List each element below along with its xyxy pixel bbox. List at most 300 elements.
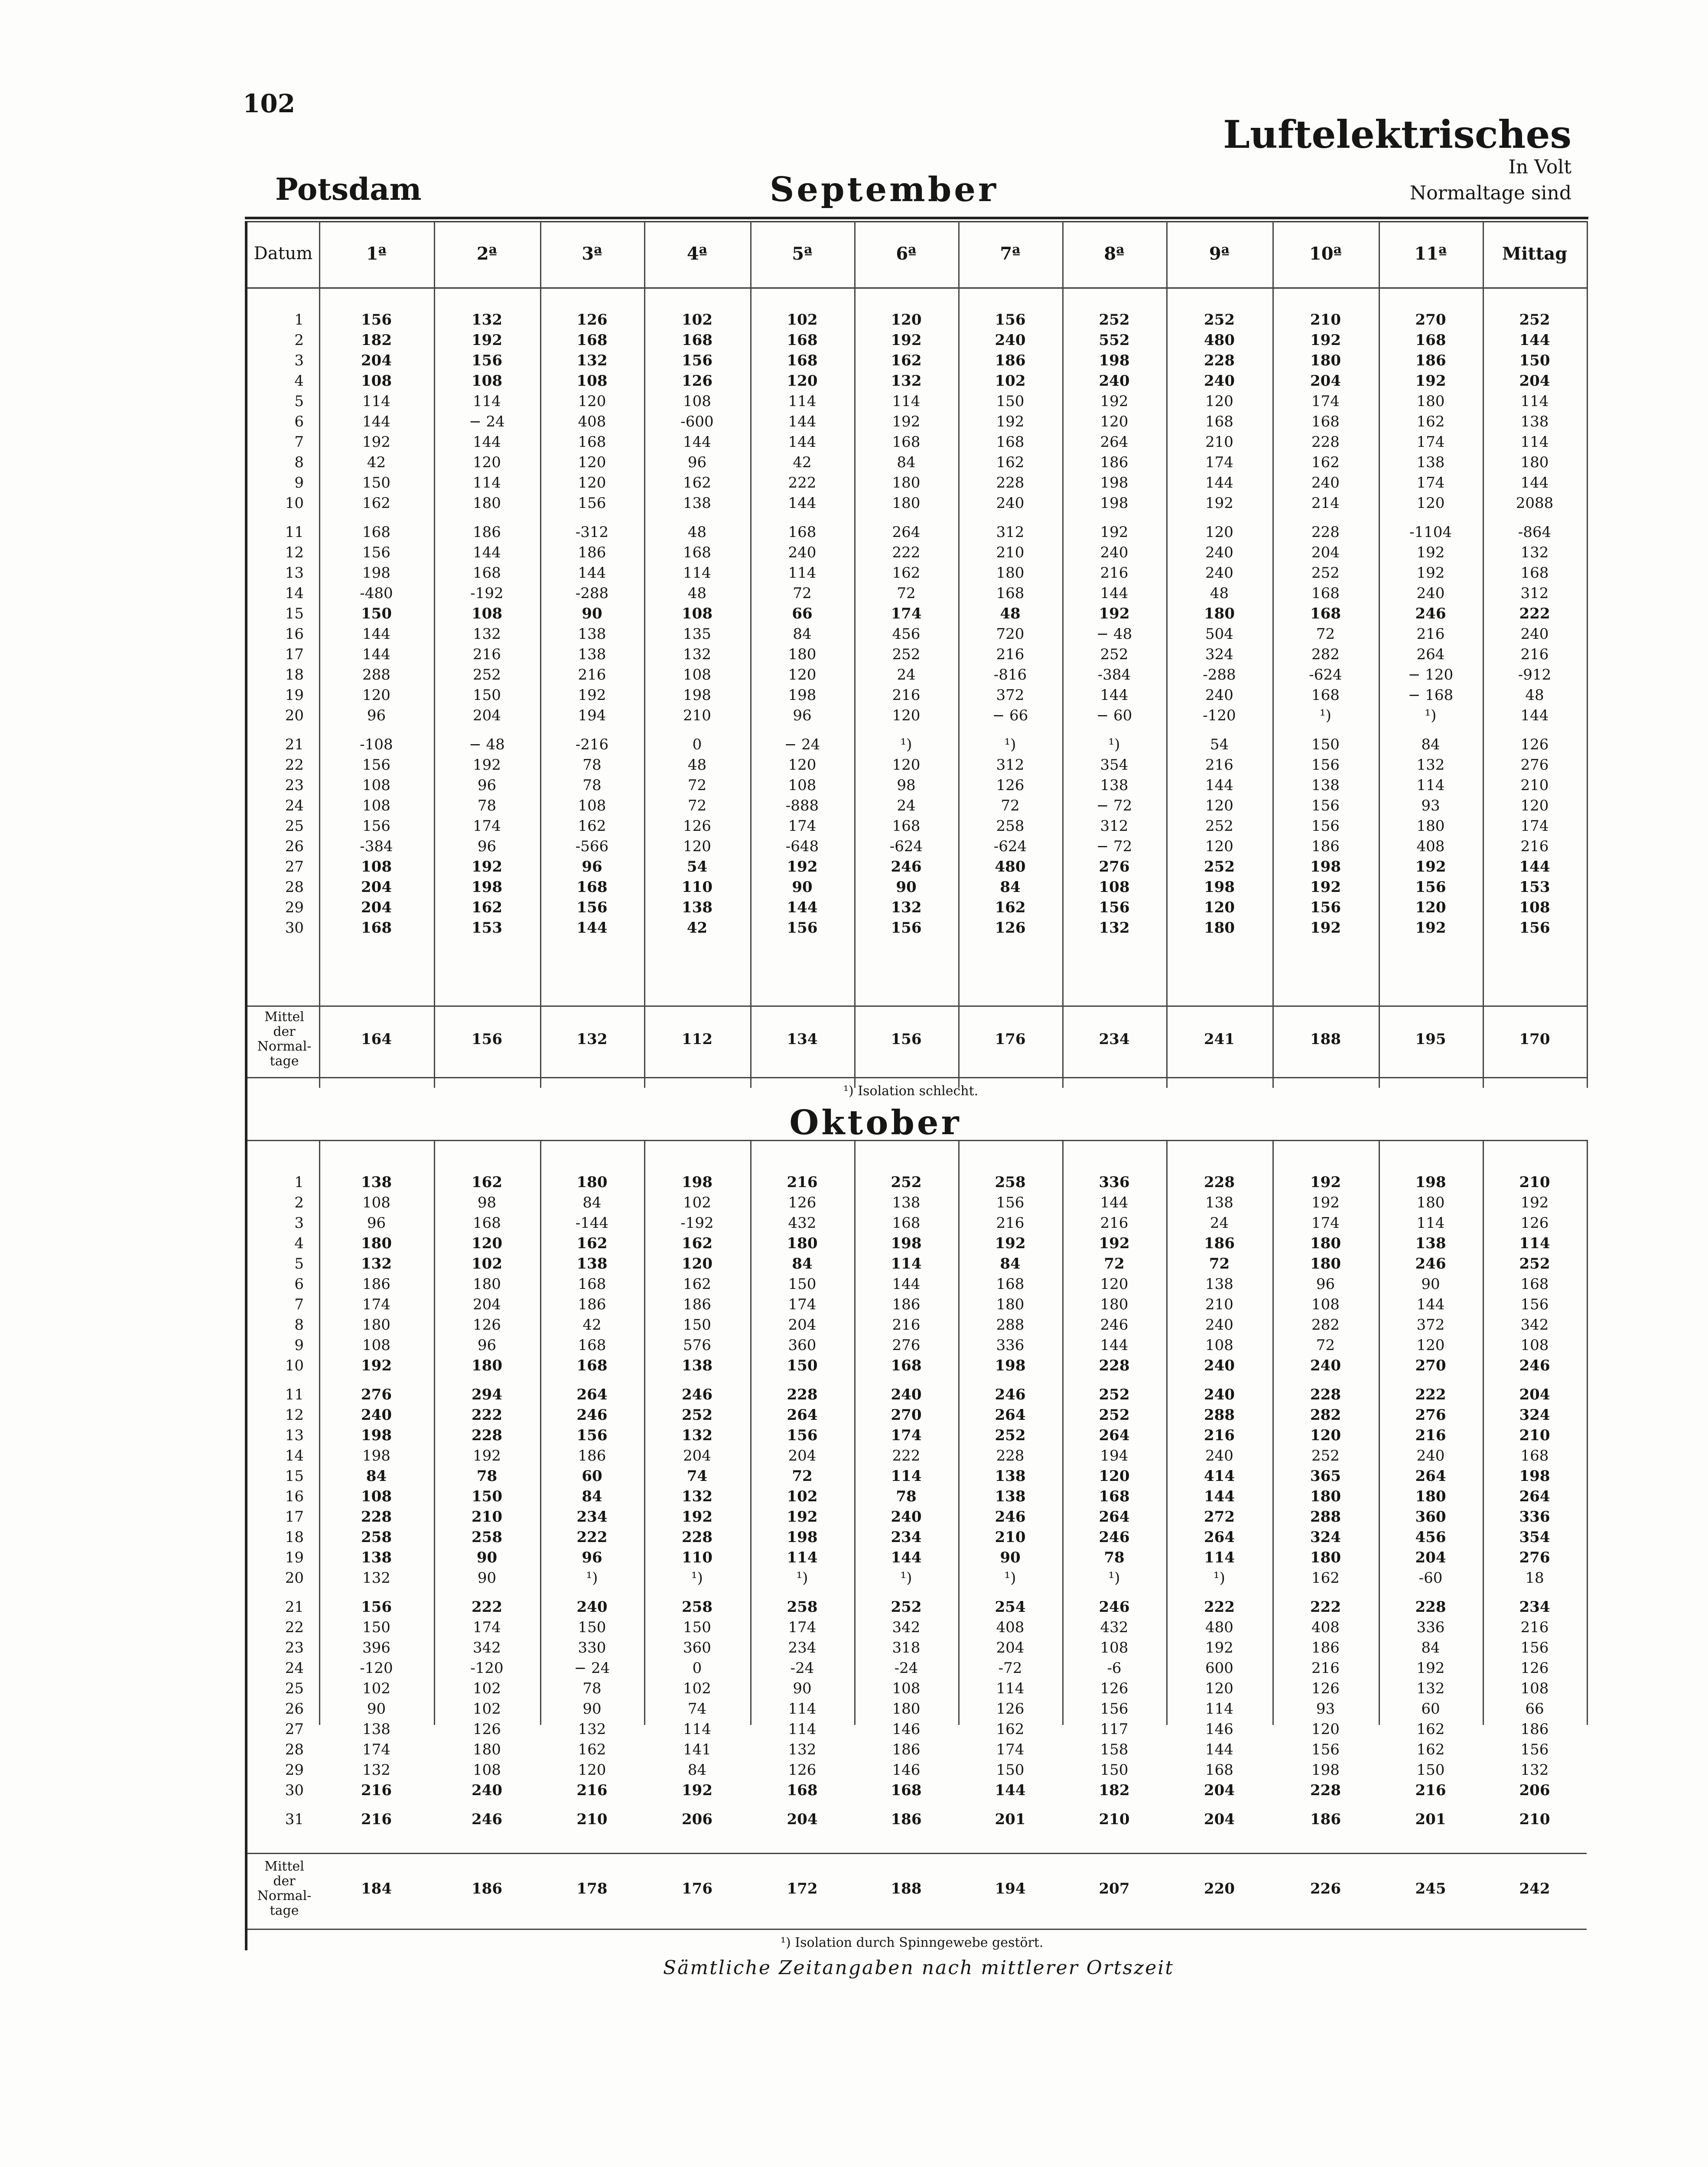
- table-cell: 78: [1104, 1549, 1125, 1566]
- table-cell: 108: [1311, 1296, 1340, 1313]
- table-cell: 186: [892, 1741, 921, 1758]
- table-cell: ¹): [1213, 1569, 1225, 1587]
- table-cell: 276: [892, 1337, 921, 1354]
- table-cell: 42: [367, 454, 386, 471]
- table-cell: 186: [1100, 454, 1129, 471]
- table-cell: 156: [891, 919, 922, 937]
- table-cell: 120: [788, 666, 817, 683]
- table-cell: 216: [892, 687, 921, 704]
- table-cell: 168: [1520, 1275, 1549, 1293]
- table-cell: 282: [1311, 646, 1340, 663]
- column-rule: [1587, 1140, 1588, 1725]
- table-cell: 108: [362, 797, 390, 814]
- table-cell: 216: [1416, 625, 1445, 643]
- table-cell: 194: [578, 707, 606, 724]
- table-cell: ¹): [1425, 707, 1437, 724]
- table-cell: 48: [1210, 585, 1229, 602]
- row-day: 13: [285, 1427, 304, 1444]
- row-day: 14: [285, 585, 304, 602]
- table-cell: 174: [788, 1619, 817, 1636]
- table-cell: 120: [1416, 1337, 1445, 1354]
- table-cell: 198: [361, 1427, 392, 1444]
- table-cell: 228: [1099, 1357, 1130, 1374]
- table-cell: 198: [1310, 858, 1341, 875]
- table-cell: 276: [361, 1386, 392, 1403]
- column-header: 4ª: [686, 243, 708, 264]
- table-cell: 84: [1421, 1639, 1440, 1656]
- table-cell: 162: [996, 1721, 1025, 1738]
- table-cell: 210: [996, 544, 1025, 561]
- table-cell: 408: [996, 1619, 1025, 1636]
- table-cell: 168: [892, 1214, 921, 1232]
- table-cell: 270: [1415, 311, 1446, 329]
- table-cell: 192: [1310, 1174, 1341, 1191]
- row-day: 24: [285, 1659, 304, 1677]
- table-cell: 132: [473, 625, 501, 643]
- table-cell: 216: [1205, 756, 1233, 774]
- table-cell: 480: [1204, 332, 1235, 349]
- table-cell: -72: [998, 1659, 1022, 1677]
- table-cell: 186: [1310, 1811, 1341, 1828]
- table-cell: 144: [1519, 858, 1550, 875]
- column-header: 5ª: [792, 243, 813, 264]
- table-cell: 252: [1205, 817, 1233, 835]
- table-cell: 78: [476, 1467, 498, 1485]
- table-cell: 222: [472, 1598, 502, 1616]
- table-cell: 192: [472, 332, 502, 349]
- table-cell: 186: [891, 1811, 922, 1828]
- table-cell: 258: [996, 817, 1025, 835]
- table-cell: 108: [682, 605, 712, 622]
- table-cell: 150: [1416, 1761, 1445, 1779]
- table-cell: 264: [1519, 1488, 1550, 1505]
- table-cell: 162: [995, 899, 1026, 916]
- table-cell: 114: [891, 1255, 922, 1272]
- table-cell: 192: [472, 858, 502, 875]
- table-cell: 216: [361, 1782, 392, 1799]
- table-cell: 102: [683, 1194, 711, 1211]
- row-day: 6: [294, 413, 304, 430]
- table-cell: 264: [1100, 433, 1129, 451]
- column-header: 11ª: [1414, 243, 1447, 264]
- table-cell: 78: [582, 756, 602, 774]
- table-cell: 192: [473, 756, 501, 774]
- table-cell: 110: [682, 879, 712, 896]
- row-day: 10: [285, 1357, 304, 1374]
- table-cell: 252: [1204, 858, 1235, 875]
- table-cell: 138: [683, 495, 711, 512]
- table-cell: 216: [1415, 1427, 1446, 1444]
- table-cell: 210: [1205, 433, 1233, 451]
- table-cell: 108: [473, 1761, 501, 1779]
- table-cell: 198: [891, 1235, 922, 1252]
- table-cell: 180: [1310, 1549, 1341, 1566]
- table-cell: 120: [1205, 838, 1233, 855]
- table-cell: 132: [362, 1761, 390, 1779]
- table-cell: -624: [1309, 666, 1342, 683]
- table-cell: 114: [892, 393, 921, 410]
- table-cell: 132: [1520, 544, 1549, 561]
- table-cell: -384: [1097, 666, 1131, 683]
- table-cell: 132: [682, 1488, 712, 1505]
- table-cell: 150: [361, 605, 392, 622]
- table-cell: 228: [1310, 1386, 1341, 1403]
- table-cell: 198: [1204, 879, 1235, 896]
- row-day: 26: [285, 1700, 304, 1718]
- table-cell: 138: [1205, 1194, 1233, 1211]
- table-cell: 162: [1416, 1741, 1445, 1758]
- table-cell: 174: [788, 817, 817, 835]
- row-day: 30: [285, 919, 304, 937]
- table-cell: 240: [1416, 585, 1445, 602]
- table-cell: 72: [687, 777, 707, 794]
- table-cell: 240: [1205, 1447, 1233, 1464]
- row-rule: [247, 1005, 1587, 1007]
- table-cell: 120: [1205, 1680, 1233, 1697]
- table-cell: 156: [362, 756, 390, 774]
- row-day: 1: [294, 311, 304, 329]
- table-cell: ¹): [900, 736, 912, 753]
- table-cell: -24: [894, 1659, 918, 1677]
- table-cell: 240: [788, 544, 817, 561]
- table-cell: 204: [1311, 544, 1340, 561]
- table-cell: -912: [1518, 666, 1552, 683]
- table-cell: 120: [892, 707, 921, 724]
- table-cell: 174: [362, 1741, 390, 1758]
- table-cell: 198: [995, 1357, 1026, 1374]
- row-day: 16: [285, 1488, 304, 1505]
- table-cell: 162: [1416, 1721, 1445, 1738]
- table-cell: 252: [682, 1406, 712, 1424]
- table-cell: 180: [1204, 605, 1235, 622]
- table-cell: 84: [582, 1194, 602, 1211]
- mittel-label-line: tage: [270, 1903, 299, 1918]
- table-cell: 318: [892, 1639, 921, 1656]
- table-cell: 162: [892, 564, 921, 582]
- table-cell: 240: [891, 1386, 922, 1403]
- table-cell: 48: [687, 585, 707, 602]
- table-cell: -600: [680, 413, 714, 430]
- table-cell: 216: [1520, 1619, 1549, 1636]
- table-cell: 144: [1100, 1337, 1129, 1354]
- table-cell: 192: [996, 413, 1025, 430]
- table-cell: 84: [897, 454, 916, 471]
- table-cell: 108: [362, 1337, 390, 1354]
- row-day: 2: [294, 332, 304, 349]
- table-cell: 162: [362, 495, 390, 512]
- table-cell: 24: [1210, 1214, 1229, 1232]
- table-cell: 240: [1205, 564, 1233, 582]
- table-cell: 98: [897, 777, 916, 794]
- mittel-value: 176: [682, 1880, 712, 1897]
- row-day: 10: [285, 495, 304, 512]
- table-cell: 336: [996, 1337, 1025, 1354]
- row-day: 28: [285, 1741, 304, 1758]
- table-cell: 194: [1100, 1447, 1129, 1464]
- table-cell: 144: [1520, 474, 1549, 491]
- row-day: 26: [285, 838, 304, 855]
- row-day: 6: [294, 1275, 304, 1293]
- table-cell: 102: [472, 1255, 502, 1272]
- table-cell: 108: [1099, 879, 1130, 896]
- table-cell: 204: [996, 1639, 1025, 1656]
- table-cell: 150: [1100, 1761, 1129, 1779]
- row-day: 24: [285, 797, 304, 814]
- table-cell: 252: [892, 646, 921, 663]
- table-cell: 110: [682, 1549, 712, 1566]
- table-cell: 84: [792, 1255, 813, 1272]
- table-cell: 117: [1100, 1721, 1129, 1738]
- row-day: 9: [294, 1337, 304, 1354]
- table-cell: 108: [1100, 1639, 1129, 1656]
- table-cell: 186: [578, 1296, 606, 1313]
- month-oktober: Oktober: [789, 1103, 962, 1142]
- table-cell: 192: [1310, 332, 1341, 349]
- table-cell: -1104: [1409, 524, 1452, 541]
- table-cell: 180: [788, 646, 817, 663]
- table-cell: 146: [892, 1721, 921, 1738]
- table-cell: 252: [1519, 311, 1550, 329]
- table-cell: 144: [1100, 687, 1129, 704]
- table-cell: 216: [1520, 838, 1549, 855]
- table-cell: 228: [787, 1386, 818, 1403]
- table-cell: 408: [1416, 838, 1445, 855]
- table-cell: 138: [1416, 454, 1445, 471]
- table-cell: 354: [1100, 756, 1129, 774]
- table-cell: 330: [578, 1639, 606, 1656]
- table-cell: 240: [1311, 474, 1340, 491]
- table-cell: 138: [995, 1467, 1026, 1485]
- row-day: 8: [294, 454, 304, 471]
- table-cell: 456: [1415, 1529, 1446, 1546]
- table-cell: 264: [995, 1406, 1026, 1424]
- table-cell: 180: [996, 1296, 1025, 1313]
- table-cell: 108: [892, 1680, 921, 1697]
- mittel-value: 241: [1204, 1031, 1235, 1048]
- table-cell: 132: [891, 899, 922, 916]
- table-cell: 204: [1519, 1386, 1550, 1403]
- table-cell: 60: [1421, 1700, 1440, 1718]
- table-cell: -888: [785, 797, 819, 814]
- table-cell: 180: [1520, 454, 1549, 471]
- table-cell: 192: [1415, 858, 1446, 875]
- table-cell: 246: [995, 1386, 1026, 1403]
- table-cell: 132: [1416, 1680, 1445, 1697]
- table-cell: 120: [1416, 495, 1445, 512]
- table-cell: 180: [472, 1357, 502, 1374]
- table-cell: 204: [788, 1316, 817, 1334]
- table-cell: 396: [362, 1639, 390, 1656]
- table-cell: 78: [896, 1488, 917, 1505]
- table-cell: 150: [473, 687, 501, 704]
- table-cell: 228: [1311, 524, 1340, 541]
- table-cell: 234: [1519, 1598, 1550, 1616]
- table-cell: 240: [1100, 544, 1129, 561]
- table-cell: 96: [582, 858, 602, 875]
- table-cell: 246: [1415, 605, 1446, 622]
- table-cell: 254: [995, 1598, 1026, 1616]
- table-cell: 192: [1205, 495, 1233, 512]
- table-cell: 186: [995, 352, 1026, 369]
- row-rule: [247, 1077, 1587, 1078]
- table-cell: 168: [578, 433, 606, 451]
- table-cell: 156: [787, 919, 818, 937]
- table-cell: 324: [1310, 1529, 1341, 1546]
- table-cell: 138: [578, 646, 606, 663]
- table-cell: 480: [995, 858, 1026, 875]
- table-cell: 162: [683, 474, 711, 491]
- table-cell: 288: [996, 1316, 1025, 1334]
- table-cell: 144: [1205, 777, 1233, 794]
- table-cell: 114: [787, 1549, 818, 1566]
- table-cell: 198: [787, 1529, 818, 1546]
- table-cell: 204: [683, 1447, 711, 1464]
- row-day: 20: [285, 707, 304, 724]
- table-cell: 720: [996, 625, 1025, 643]
- table-cell: 102: [787, 1488, 818, 1505]
- table-cell: 201: [1415, 1811, 1446, 1828]
- table-cell: 288: [1204, 1406, 1235, 1424]
- table-cell: 96: [477, 1337, 497, 1354]
- table-cell: 168: [1520, 564, 1549, 582]
- mittel-value: 132: [576, 1031, 608, 1048]
- row-day: 29: [285, 1761, 304, 1779]
- column-header: 7ª: [1000, 243, 1021, 264]
- table-cell: 156: [1415, 879, 1446, 896]
- table-cell: 222: [892, 1447, 921, 1464]
- mittel-value: 164: [361, 1031, 392, 1048]
- table-cell: 90: [1421, 1275, 1440, 1293]
- row-day: 21: [285, 1598, 304, 1616]
- table-cell: -624: [993, 838, 1027, 855]
- mittel-label-line: Normal-: [257, 1039, 312, 1054]
- table-cell: -24: [790, 1659, 814, 1677]
- table-cell: 108: [683, 666, 711, 683]
- table-cell: 168: [576, 332, 608, 349]
- table-cell: 252: [1519, 1255, 1550, 1272]
- table-cell: -144: [575, 1214, 609, 1232]
- table-cell: 210: [1519, 1174, 1550, 1191]
- table-cell: 162: [891, 352, 922, 369]
- table-cell: 126: [1311, 1680, 1340, 1697]
- row-day: 31: [285, 1811, 304, 1828]
- table-cell: 144: [576, 919, 608, 937]
- table-cell: 252: [473, 666, 501, 683]
- table-cell: 168: [891, 1782, 922, 1799]
- table-cell: 135: [683, 625, 711, 643]
- table-cell: 186: [892, 1296, 921, 1313]
- table-cell: 246: [682, 1386, 712, 1403]
- bottom-note: Sämtliche Zeitangaben nach mittlerer Ortszeit: [663, 1957, 1174, 1979]
- page-number: 102: [243, 89, 296, 118]
- table-cell: ¹): [586, 1569, 598, 1587]
- table-cell: 108: [578, 797, 606, 814]
- table-cell: 228: [1310, 1782, 1341, 1799]
- table-cell: 42: [686, 919, 708, 937]
- row-day: 4: [294, 372, 304, 390]
- table-cell: 120: [1520, 797, 1549, 814]
- table-cell: 480: [1205, 1619, 1233, 1636]
- table-cell: 132: [578, 1721, 606, 1738]
- table-top-rule: [245, 217, 1588, 219]
- table-cell: 204: [361, 899, 392, 916]
- table-cell: 180: [892, 495, 921, 512]
- table-cell: 144: [1205, 474, 1233, 491]
- table-cell: 108: [361, 1488, 392, 1505]
- table-cell: 264: [787, 1406, 818, 1424]
- table-cell: 120: [472, 1235, 502, 1252]
- table-cell: 156: [362, 544, 390, 561]
- table-cell: 54: [686, 858, 708, 875]
- table-cell: 186: [1204, 1235, 1235, 1252]
- table-cell: 186: [1415, 352, 1446, 369]
- table-cell: ¹): [691, 1569, 703, 1587]
- table-cell: -384: [360, 838, 393, 855]
- table-cell: 144: [891, 1549, 922, 1566]
- row-day: 25: [285, 817, 304, 835]
- table-cell: ¹): [1004, 1569, 1016, 1587]
- row-day: 25: [285, 1680, 304, 1697]
- table-cell: 252: [1099, 1386, 1130, 1403]
- row-day: 22: [285, 1619, 304, 1636]
- table-cell: ¹): [900, 1569, 912, 1587]
- table-cell: 214: [1311, 495, 1340, 512]
- row-day: 11: [285, 1386, 304, 1403]
- table-cell: 258: [787, 1598, 818, 1616]
- table-cell: 156: [1099, 899, 1130, 916]
- table-cell: 264: [892, 524, 921, 541]
- table-cell: 168: [473, 1214, 501, 1232]
- mittel-value: 112: [682, 1031, 712, 1048]
- table-cell: 114: [473, 474, 501, 491]
- table-cell: 204: [361, 879, 392, 896]
- table-cell: 240: [1204, 1386, 1235, 1403]
- table-cell: − 66: [992, 707, 1028, 724]
- table-cell: -480: [360, 585, 393, 602]
- table-cell: 78: [582, 777, 602, 794]
- row-day: 30: [285, 1782, 304, 1799]
- table-cell: 576: [683, 1337, 711, 1354]
- table-cell: 0: [692, 1659, 702, 1677]
- table-cell: 216: [1100, 1214, 1129, 1232]
- column-header: 6ª: [896, 243, 917, 264]
- row-day: 21: [285, 736, 304, 753]
- table-cell: 174: [1520, 817, 1549, 835]
- table-cell: 93: [1316, 1700, 1335, 1718]
- table-cell: 198: [788, 687, 817, 704]
- table-cell: 192: [578, 687, 606, 704]
- table-cell: 144: [788, 413, 817, 430]
- table-cell: 96: [367, 707, 386, 724]
- table-cell: 312: [996, 524, 1025, 541]
- month-september: September: [770, 170, 999, 209]
- table-cell: 246: [1100, 1316, 1129, 1334]
- table-cell: 138: [682, 1357, 712, 1374]
- table-cell: 150: [683, 1316, 711, 1334]
- table-cell: 192: [1205, 1639, 1233, 1656]
- table-cell: 138: [361, 1549, 392, 1566]
- table-cell: -108: [360, 736, 393, 753]
- table-cell: 456: [892, 625, 921, 643]
- table-cell: 192: [1099, 1235, 1130, 1252]
- table-cell: -192: [470, 585, 504, 602]
- table-cell: 120: [1415, 899, 1446, 916]
- table-cell: 210: [1099, 1811, 1130, 1828]
- table-cell: 162: [576, 1235, 608, 1252]
- table-cell: 168: [1205, 413, 1233, 430]
- table-cell: 150: [787, 1357, 818, 1374]
- table-cell: 216: [578, 666, 606, 683]
